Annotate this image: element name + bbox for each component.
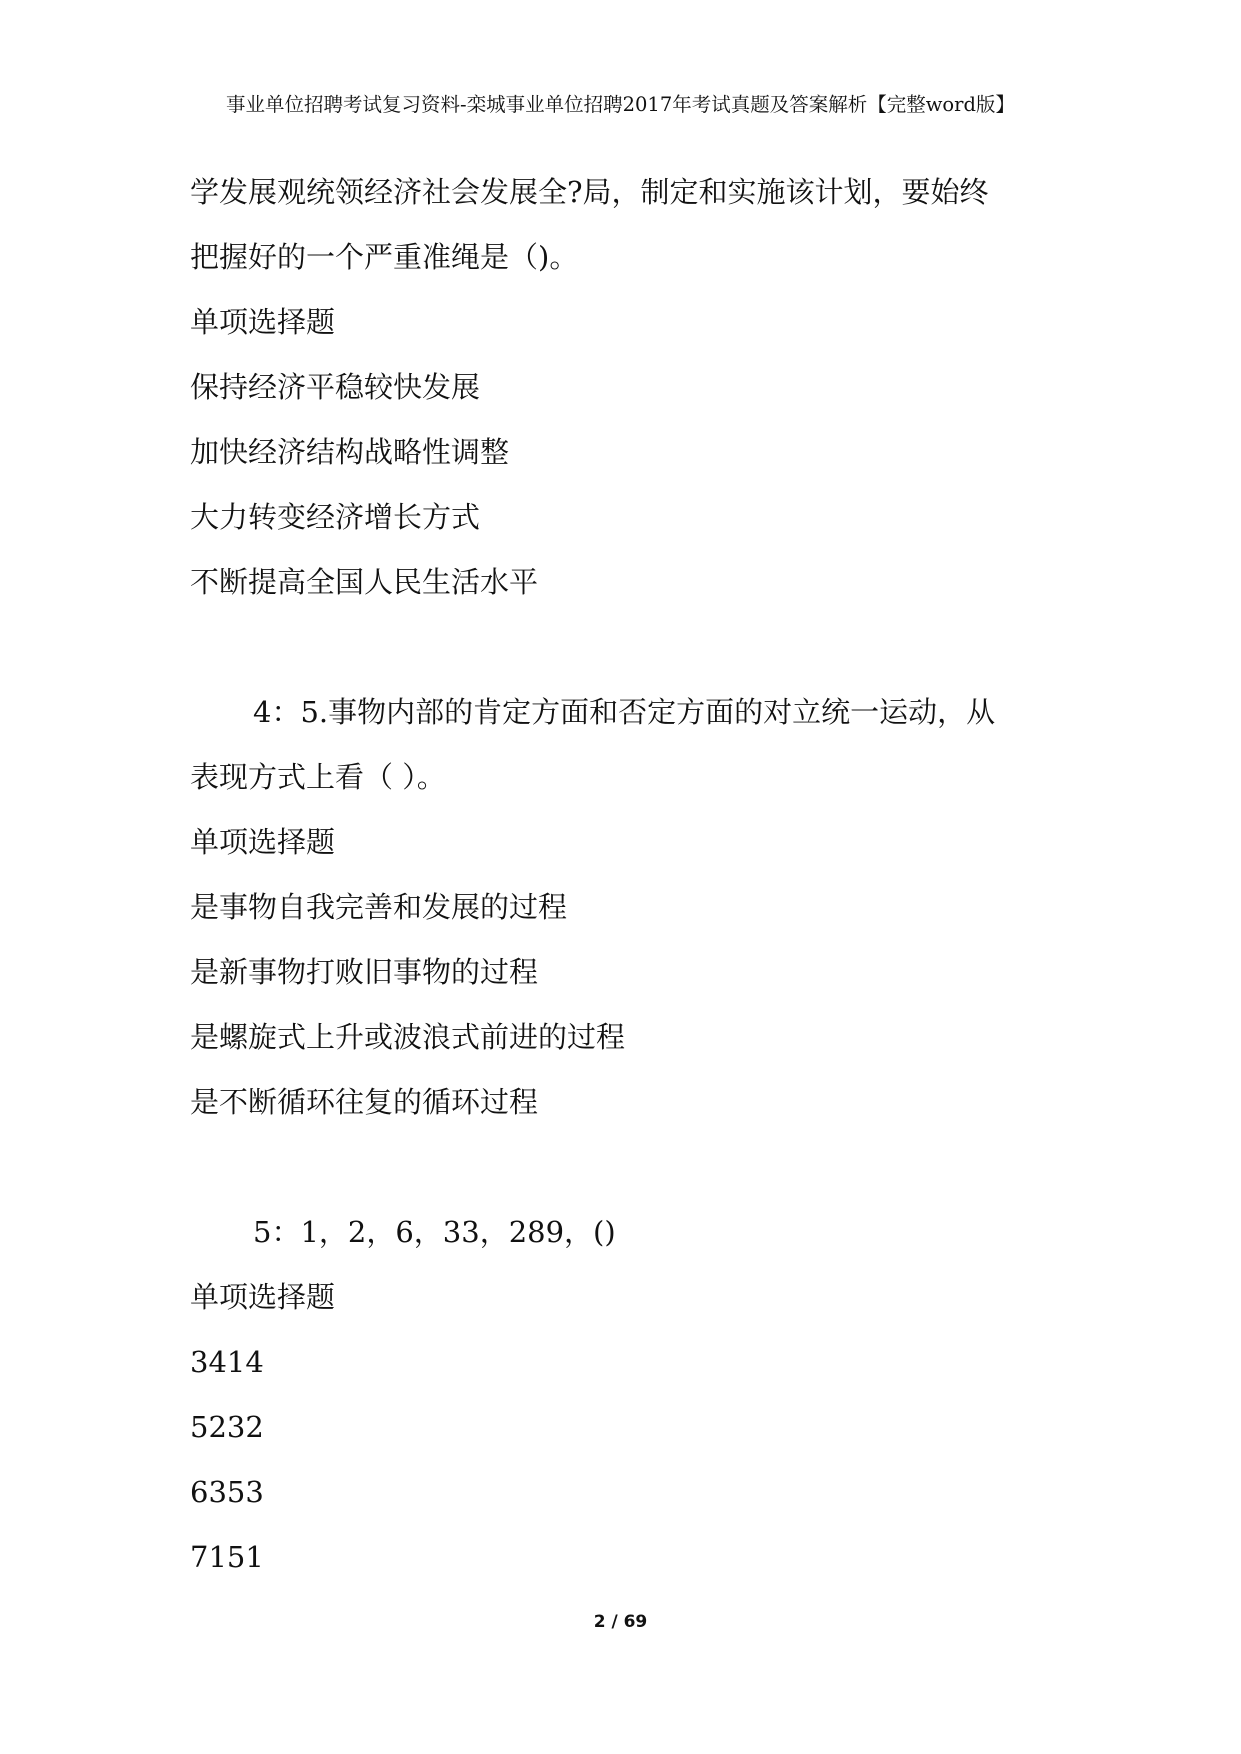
answer-option: 大力转变经济增长方式 <box>190 500 481 534</box>
question-type-label: 单项选择题 <box>190 1280 336 1314</box>
question-type-label: 单项选择题 <box>190 305 336 339</box>
question-4 <box>190 680 1070 1135</box>
question-5 <box>190 1200 1070 1590</box>
answer-option: 是事物自我完善和发展的过程 <box>190 890 568 924</box>
answer-option: 不断提高全国人民生活水平 <box>190 565 539 599</box>
question-continuation <box>190 160 1070 615</box>
spacer <box>190 615 1070 680</box>
answer-option: 5232 <box>190 1410 264 1444</box>
question-text-line: 4：5.事物内部的肯定方面和否定方面的对立统一运动，从 <box>253 695 996 729</box>
page-number: 2 / 69 <box>593 1612 648 1632</box>
question-text-line: 把握好的一个严重准绳是（)。 <box>190 240 579 274</box>
document-body <box>190 160 1070 1590</box>
document-header: 事业单位招聘考试复习资料-栾城事业单位招聘2017年考试真题及答案解析【完整word版】 <box>226 93 1015 116</box>
spacer <box>190 1135 1070 1200</box>
answer-option: 7151 <box>190 1540 264 1574</box>
question-type-label: 单项选择题 <box>190 825 336 859</box>
question-text-line: 表现方式上看（ ）。 <box>190 760 446 794</box>
answer-option: 保持经济平稳较快发展 <box>190 370 481 404</box>
answer-option: 加快经济结构战略性调整 <box>190 435 510 469</box>
answer-option: 是不断循环往复的循环过程 <box>190 1085 539 1119</box>
answer-option: 3414 <box>190 1345 264 1379</box>
answer-option: 6353 <box>190 1475 264 1509</box>
question-text-line: 学发展观统领经济社会发展全?局，制定和实施该计划，要始终 <box>190 175 989 209</box>
answer-option: 是新事物打败旧事物的过程 <box>190 955 539 989</box>
answer-option: 是螺旋式上升或波浪式前进的过程 <box>190 1020 626 1054</box>
question-text-line: 5：1，2，6，33，289，() <box>253 1215 616 1249</box>
